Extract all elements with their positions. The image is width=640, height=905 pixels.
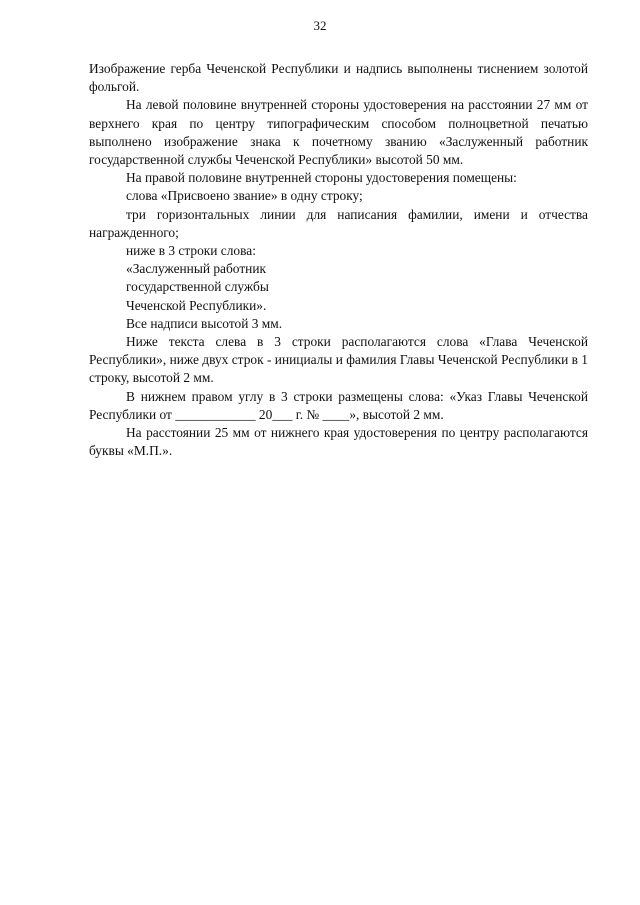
paragraph-below-words: ниже в 3 строки слова: [126, 243, 256, 259]
paragraph-three-lines: три горизонтальных линии для написания фамилии, имени и отчества награжденного; [89, 206, 588, 240]
title-line-3: Чеченской Республики». [126, 297, 267, 313]
paragraph-font-height: Все надписи высотой 3 мм. [126, 315, 283, 331]
paragraph-left-half: На левой половине внутренней стороны удостоверения на расстоянии 27 мм от верхнего края по центру типографическим способом полноцветной печатью выполнено изображение знака к почетному званию «Заслуженный работник государственной службы Чеченской Республики» высотой 50 мм. [89, 97, 588, 168]
paragraph-decree: В нижнем правом углу в 3 строки размещены слова: «Указ Главы Чеченской Республики от ____________ 20___ г. № ____», высотой 2 мм. [89, 388, 588, 422]
page-number: 32 [313, 18, 327, 33]
title-line-2: государственной службы [126, 279, 269, 295]
paragraph-stamp-place: На расстоянии 25 мм от нижнего края удостоверения по центру располагаются буквы «М.П.». [89, 425, 588, 459]
paragraph-emblem: Изображение герба Чеченской Республики и надпись выполнены тиснением золотой фольгой. [89, 61, 588, 95]
paragraph-right-half: На правой половине внутренней стороны удостоверения помещены: [126, 170, 517, 186]
title-line-1: «Заслуженный работник [126, 261, 267, 277]
paragraph-head-signature: Ниже текста слева в 3 строки располагаются слова «Глава Чеченской Республики», ниже двух строк - инициалы и фамилия Главы Чеченской Республики в 1 строку, высотой 2 мм. [89, 334, 588, 386]
paragraph-assigned-title: слова «Присвоено звание» в одну строку; [126, 188, 363, 204]
document-body [89, 60, 588, 460]
